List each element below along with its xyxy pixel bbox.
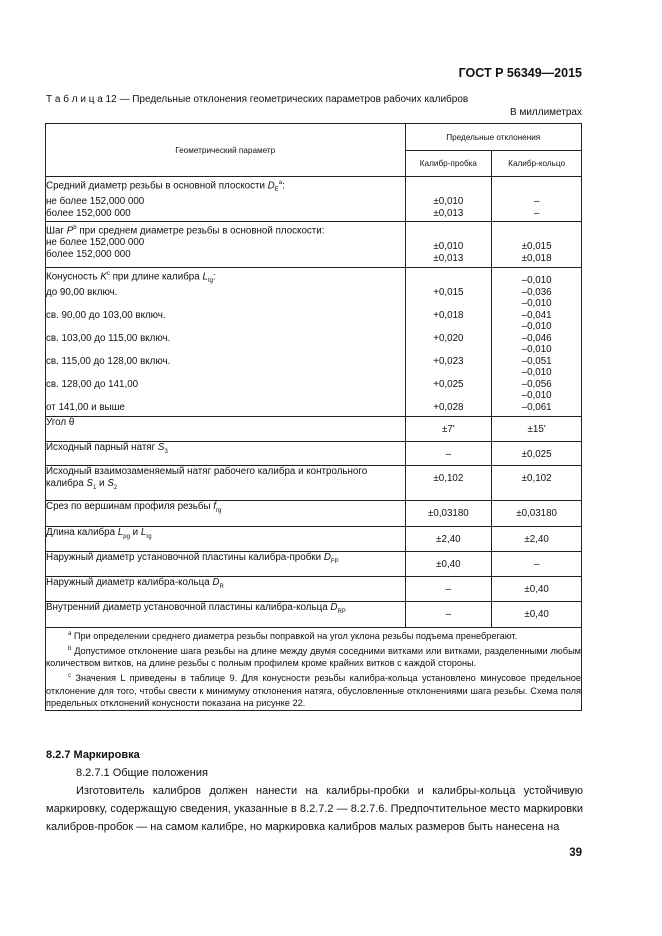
- plate-plug-ring: –: [492, 552, 582, 577]
- plate-ring-label: Внутренний диаметр установочной пластины калибра-кольца: [46, 602, 328, 613]
- taper-plug-2: +0,020: [433, 333, 464, 344]
- table-row: Конусность $K^c$ при длине калибра $L_{tg}$: до 90,00 включ. св. 90,00 до 103,00 включ. св. 103,00 до 115,00 включ. св. 115,00 до 128,00 включ. св. 128,00 до 141,00 от 141,00 и выше +0,015 +0,018 +0,020 +0,023 +0,025 +0,028 –0,010 –0,036 –0,010 –0,041 –0,010 –0,046 –0,010 –0,051 –0,010 –0,056 –0,010 –0,061: [46, 268, 582, 417]
- col-header-limits: Предельные отклонения: [405, 124, 582, 151]
- step-r1: не более 152,000 000: [46, 237, 145, 249]
- page-number: 39: [569, 847, 582, 859]
- length-label: Длина калибра: [46, 527, 116, 538]
- taper-ring-a-1: –0,010: [521, 298, 552, 309]
- taper-title: Конусность: [46, 271, 98, 283]
- col-header-plug: Калибр-пробка: [405, 151, 492, 177]
- body-paragraph: Изготовитель калибров должен нанести на калибры-пробки и калибры-кольца устойчивую маркировку, содержащую сведения, указанные в 8.2.7.2 — 8.2.7.6. Предпочтительное место маркировки калибров-пробок — на самом калибре, но маркировка калибров малых размеров быть нанесена на: [46, 785, 583, 833]
- subsection-heading: 8.2.7.1 Общие положения: [76, 767, 208, 779]
- taper-plug-3: +0,023: [433, 356, 464, 367]
- pitch-diam-ring1: –: [533, 196, 540, 207]
- taper-ring-a-3: –0,010: [521, 344, 552, 355]
- taper-title-2: при длине калибра: [112, 271, 200, 283]
- taper-ring-a-5: –0,010: [521, 390, 552, 401]
- taper-label-5: от 141,00 и выше: [46, 402, 125, 414]
- section-heading: 8.2.7 Маркировка: [46, 749, 140, 761]
- taper-ring-a-4: –0,010: [521, 367, 552, 378]
- taper-plug-0: +0,015: [433, 287, 464, 298]
- angle-label: Угол θ: [46, 417, 406, 442]
- table-row: Внутренний диаметр установочной пластины калибра-кольца $D_{RP}$ – ±0,40: [46, 602, 582, 628]
- taper-ring-b-4: –0,056: [521, 378, 552, 390]
- step-title-2: при среднем диаметре резьбы в основной плоскости:: [79, 225, 325, 237]
- table-row: Исходный взаимозаменяемый натяг рабочего калибра и контрольного калибра $S_1$ и $S_2$ ±0,102 ±0,102: [46, 466, 582, 501]
- cut-label: Срез по вершинам профиля резьбы: [46, 501, 211, 512]
- taper-label-2: св. 103,00 до 115,00 включ.: [46, 333, 171, 345]
- note-c: Значения L приведены в таблице 9. Для конусности резьбы калибра-кольца установлено минусовое предельное отклонение для того, чтобы свести к минимуму отклонения натяга, обусловленные отклонениями шага резьбы. Схема поля предельных отклонений конусности показана на рисунке 22.: [46, 672, 581, 709]
- pair-plug: –: [405, 442, 492, 466]
- taper-label-1: св. 90,00 до 103,00 включ.: [46, 310, 166, 322]
- taper-ring-b-0: –0,036: [521, 286, 552, 298]
- taper-plug-4: +0,025: [433, 379, 464, 390]
- table-row: Средний диаметр резьбы в основной плоскости $D_E^a$: не более 152,000 000 более 152,000 000 ±0,010 ±0,013 – –: [46, 177, 582, 222]
- plate-plug-plug: ±0,40: [405, 552, 492, 577]
- pitch-diam-plug2: ±0,013: [433, 208, 464, 219]
- taper-plug-5: +0,028: [433, 402, 464, 413]
- pair-ring: ±0,025: [492, 442, 582, 466]
- pair-label: Исходный парный натяг: [46, 442, 156, 453]
- pitch-diam-r1: не более 152,000 000: [46, 196, 145, 208]
- pitch-diam-ring2: –: [533, 208, 540, 219]
- step-ring1: ±0,015: [521, 241, 552, 252]
- table-row: Срез по вершинам профиля резьбы $f_{rg}$ ±0,03180 ±0,03180: [46, 501, 582, 527]
- deviation-table: [45, 123, 582, 711]
- pitch-diam-plug1: ±0,010: [433, 196, 464, 207]
- taper-plug-1: +0,018: [433, 310, 464, 321]
- pitch-diam-title: Средний диаметр резьбы в основной плоскости: [46, 180, 265, 192]
- pitch-diam-r2: более 152,000 000: [46, 208, 131, 220]
- taper-ring-a-2: –0,010: [521, 321, 552, 332]
- taper-ring-b-5: –0,061: [521, 401, 552, 413]
- table-row: Наружный диаметр установочной пластины калибра-пробки $D_{FP}$ ±0,40 –: [46, 552, 582, 577]
- angle-plug: ±7': [405, 417, 492, 442]
- note-a: При определении среднего диаметра резьбы поправкой на угол уклона резьбы подъема пренебрегают.: [73, 631, 518, 642]
- step-plug2: ±0,013: [433, 253, 464, 264]
- taper-ring-b-2: –0,046: [521, 332, 552, 344]
- standard-number: ГОСТ Р 56349—2015: [458, 66, 582, 80]
- table-row: Шаг $P^b$ при среднем диаметре резьбы в основной плоскости: не более 152,000 000 более 152,000 000 ±0,010 ±0,013 ±0,015 ±0,018: [46, 222, 582, 268]
- ring-outer-ring: ±0,40: [492, 577, 582, 602]
- plate-ring-ring: ±0,40: [492, 602, 582, 628]
- note-b: Допустимое отклонение шага резьбы на длине между двумя соседними витками или витками, разделенными любым количеством витков, на длине резьбы с полным профилем кроме крайних витков с каждой стороны.: [46, 645, 581, 669]
- table-caption: Т а б л и ц а 12 — Предельные отклонения геометрических параметров рабочих калибров: [46, 94, 469, 105]
- table-notes-row: $^a$ При определении среднего диаметра резьбы поправкой на угол уклона резьбы подъема пренебрегают. $^b$ Допустимое отклонение шага резьбы на длине между двумя соседними витками или витками, разделенными любым количеством витков, на длине резьбы с полным профилем кроме крайних витков с каждой стороны. $^c$ Значения L приведены в таблице 9. Для конусности резьбы калибра-кольца установлено минусовое предельное отклонение для того, чтобы свести к минимуму отклонения натяга, обусловленные отклонениями шага резьбы. Схема поля предельных отклонений конусности показана на рисунке 22.: [46, 628, 582, 711]
- table-row: Длина калибра $L_{pg}$ и $L_{rg}$ ±2,40 ±2,40: [46, 527, 582, 552]
- length-plug: ±2,40: [405, 527, 492, 552]
- table-row: [46, 417, 582, 442]
- plate-plug-label: Наружный диаметр установочной пластины калибра-пробки: [46, 552, 322, 563]
- ring-outer-label: Наружный диаметр калибра-кольца: [46, 577, 210, 588]
- ring-outer-plug: –: [405, 577, 492, 602]
- taper-ring-b-3: –0,051: [521, 355, 552, 367]
- step-title: Шаг: [46, 225, 65, 237]
- col-header-param: Геометрический параметр: [46, 124, 406, 177]
- taper-ring-b-1: –0,041: [521, 309, 552, 321]
- angle-ring: ±15': [492, 417, 582, 442]
- interch-ring: ±0,102: [492, 466, 582, 501]
- cut-plug: ±0,03180: [405, 501, 492, 527]
- length-ring: ±2,40: [492, 527, 582, 552]
- cut-ring: ±0,03180: [492, 501, 582, 527]
- taper-ring-a-0: –0,010: [521, 275, 552, 286]
- taper-label-0: до 90,00 включ.: [46, 287, 118, 299]
- step-plug1: ±0,010: [433, 241, 464, 252]
- plate-ring-plug: –: [405, 602, 492, 628]
- table-row: Исходный парный натяг $S_3$ – ±0,025: [46, 442, 582, 466]
- step-r2: более 152,000 000: [46, 249, 131, 261]
- taper-label-4: св. 128,00 до 141,00: [46, 379, 139, 391]
- interch-label: Исходный взаимозаменяемый натяг рабочего калибра и контрольного калибра: [46, 466, 368, 489]
- col-header-ring: Калибр-кольцо: [492, 151, 582, 177]
- table-row: Наружный диаметр калибра-кольца $D_R$ – ±0,40: [46, 577, 582, 602]
- table-units: В миллиметрах: [510, 107, 582, 118]
- step-ring2: ±0,018: [521, 253, 552, 264]
- interch-plug: ±0,102: [405, 466, 492, 501]
- taper-label-3: св. 115,00 до 128,00 включ.: [46, 356, 171, 368]
